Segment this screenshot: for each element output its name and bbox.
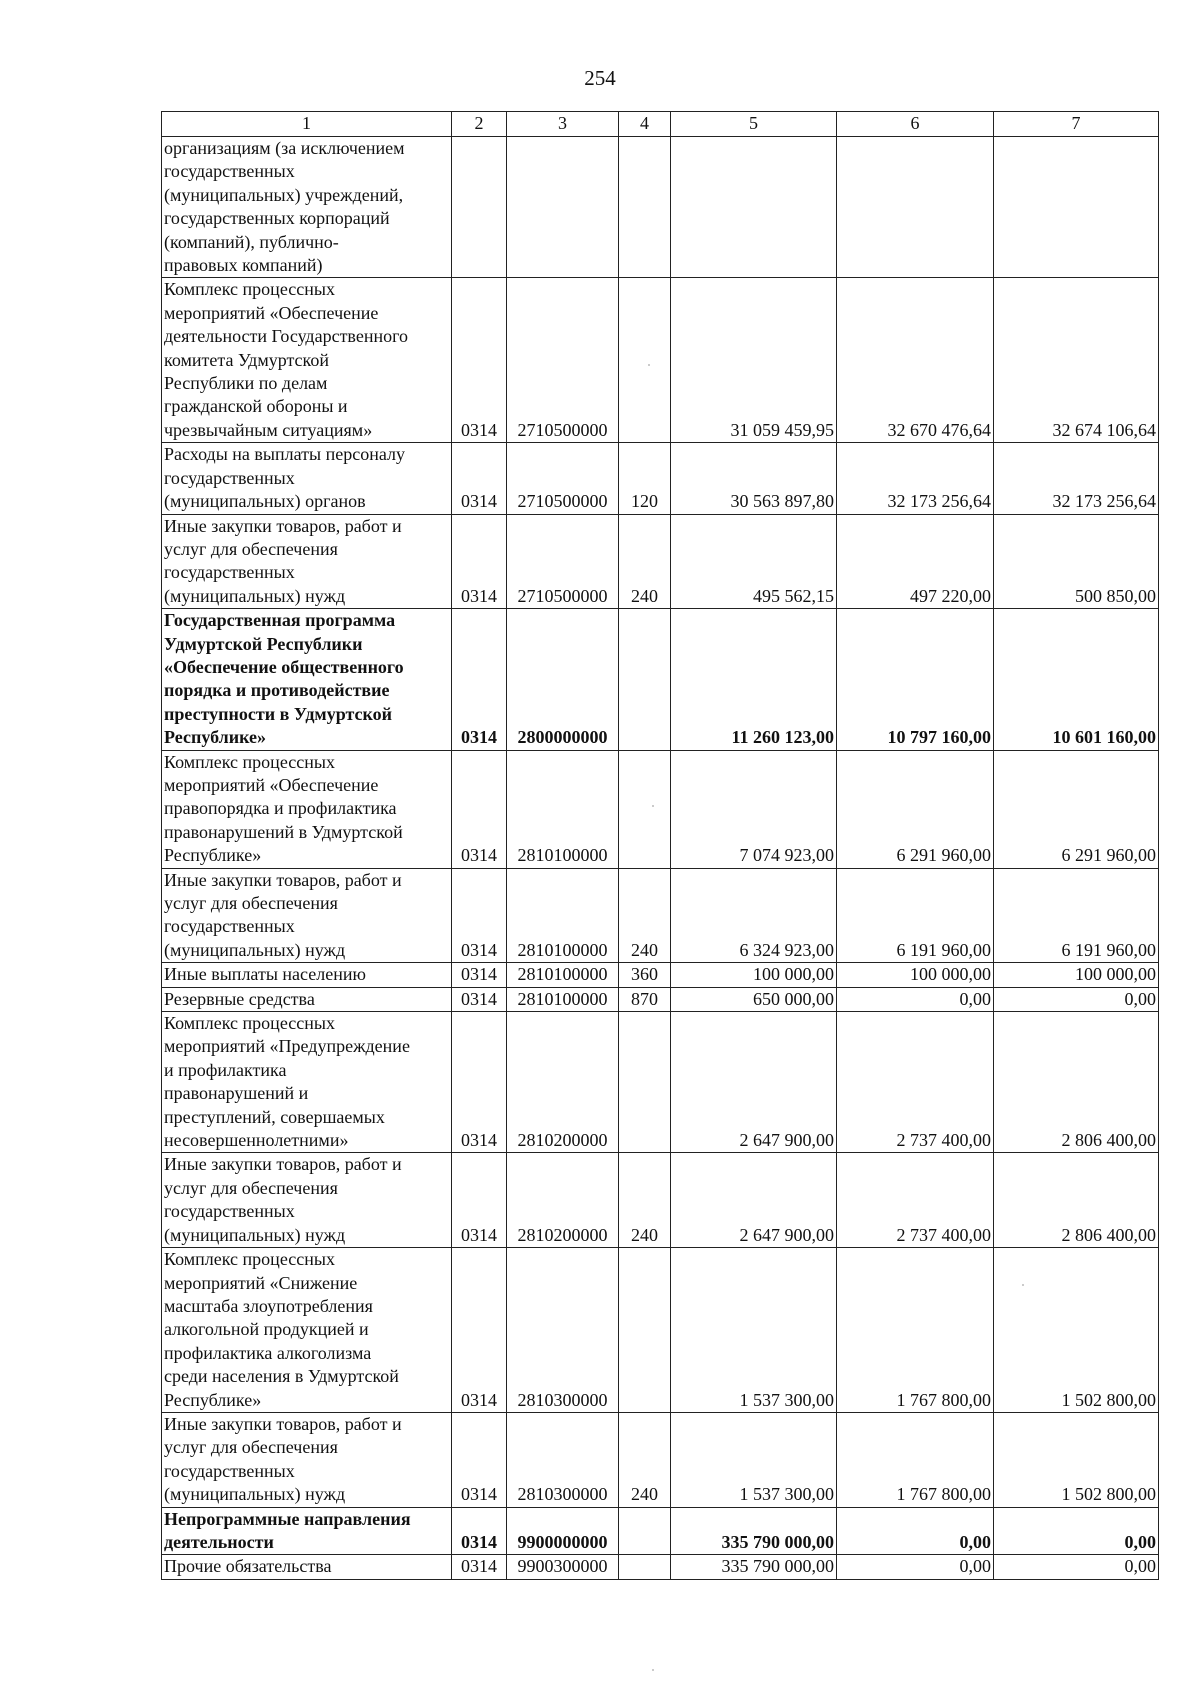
row-name-line: услуг для обеспечения	[164, 1177, 338, 1198]
row-name-line: государственных	[164, 1460, 295, 1481]
row-name-line: несовершеннолетними»	[164, 1130, 349, 1151]
row-name-line: правопорядка и профилактика	[164, 798, 397, 819]
amount-cell: 100 000,00	[837, 963, 994, 987]
row-name-line: услуг для обеспечения	[164, 538, 338, 559]
amount-cell: 32 173 256,64	[837, 443, 994, 514]
amount-cell: 6 291 960,00	[837, 750, 994, 868]
section-code-cell	[452, 137, 507, 278]
table-row	[162, 514, 1159, 609]
table-row	[162, 609, 1159, 750]
budget-table	[161, 111, 1159, 1580]
amount-cell: 11 260 123,00	[671, 609, 837, 750]
table-header-row	[162, 112, 1159, 137]
amount-cell: 10 797 160,00	[837, 609, 994, 750]
amount-cell: 0,00	[837, 1555, 994, 1579]
row-name-line: государственных	[164, 467, 295, 488]
target-article-cell: 2810100000	[507, 750, 619, 868]
section-code-cell: 0314	[452, 609, 507, 750]
row-name-cell	[162, 868, 452, 963]
table-row	[162, 1412, 1159, 1507]
expense-type-cell	[619, 1248, 671, 1413]
row-name-cell	[162, 1412, 452, 1507]
amount-cell: 6 324 923,00	[671, 868, 837, 963]
expense-type-cell	[619, 137, 671, 278]
row-name-line: Удмуртской Республики	[164, 633, 363, 654]
row-name-line: (муниципальных) органов	[164, 491, 366, 512]
amount-cell: 2 737 400,00	[837, 1012, 994, 1153]
row-name-line: среди населения в Удмуртской	[164, 1366, 399, 1387]
section-code-cell: 0314	[452, 1555, 507, 1579]
row-name-line: (муниципальных) нужд	[164, 1484, 346, 1505]
table-row	[162, 1248, 1159, 1413]
column-header: 6	[837, 112, 994, 137]
row-name-line: мероприятий «Предупреждение	[164, 1036, 410, 1057]
section-code-cell: 0314	[452, 514, 507, 609]
row-name-line: Комплекс процессных	[164, 279, 335, 300]
target-article-cell: 2810300000	[507, 1412, 619, 1507]
page-number: 254	[584, 66, 616, 90]
row-name-line: «Обеспечение общественного	[164, 656, 404, 677]
scan-speck	[1022, 1284, 1024, 1286]
row-name-line: Расходы на выплаты персоналу	[164, 444, 405, 465]
section-code-cell: 0314	[452, 963, 507, 987]
scan-speck	[652, 1669, 654, 1671]
target-article-cell: 2800000000	[507, 609, 619, 750]
expense-type-cell	[619, 750, 671, 868]
row-name-line: комитета Удмуртской	[164, 349, 330, 370]
table-row	[162, 963, 1159, 987]
target-article-cell: 2810200000	[507, 1012, 619, 1153]
expense-type-cell: 240	[619, 868, 671, 963]
amount-cell: 335 790 000,00	[671, 1555, 837, 1579]
amount-cell: 335 790 000,00	[671, 1507, 837, 1555]
row-name-line: Республике»	[164, 845, 262, 866]
expense-type-cell: 120	[619, 443, 671, 514]
amount-cell	[671, 137, 837, 278]
row-name-line: (муниципальных) нужд	[164, 1224, 346, 1245]
amount-cell: 497 220,00	[837, 514, 994, 609]
amount-cell: 2 806 400,00	[994, 1153, 1159, 1248]
row-name-line: Иные закупки товаров, работ и	[164, 1154, 402, 1175]
scan-speck	[648, 364, 650, 366]
expense-type-cell: 360	[619, 963, 671, 987]
expense-type-cell: 240	[619, 1153, 671, 1248]
amount-cell: 0,00	[994, 1555, 1159, 1579]
amount-cell: 500 850,00	[994, 514, 1159, 609]
amount-cell: 2 647 900,00	[671, 1012, 837, 1153]
amount-cell: 1 767 800,00	[837, 1412, 994, 1507]
section-code-cell: 0314	[452, 278, 507, 443]
amount-cell: 0,00	[994, 987, 1159, 1011]
expense-type-cell: 870	[619, 987, 671, 1011]
row-name-line: (муниципальных) нужд	[164, 939, 346, 960]
table-row	[162, 1012, 1159, 1153]
row-name-line: услуг для обеспечения	[164, 893, 338, 913]
row-name-line: Государственная программа	[164, 610, 396, 631]
amount-cell: 32 674 106,64	[994, 278, 1159, 443]
section-code-cell: 0314	[452, 1012, 507, 1153]
table-row	[162, 137, 1159, 278]
row-name-line: преступлений, совершаемых	[164, 1106, 385, 1127]
row-name-line: деятельности	[164, 1531, 274, 1552]
amount-cell: 650 000,00	[671, 987, 837, 1011]
table-row	[162, 1153, 1159, 1248]
row-name-cell	[162, 514, 452, 609]
amount-cell: 1 502 800,00	[994, 1412, 1159, 1507]
target-article-cell: 2810300000	[507, 1248, 619, 1413]
row-name-line: государственных корпораций	[164, 208, 390, 229]
expense-type-cell	[619, 1012, 671, 1153]
row-name-line: и профилактика	[164, 1059, 287, 1080]
amount-cell	[837, 137, 994, 278]
row-name-line: профилактика алкоголизма	[164, 1342, 372, 1363]
row-name-line: правонарушений в Удмуртской	[164, 821, 403, 842]
table-row	[162, 278, 1159, 443]
row-name-line: правовых компаний)	[164, 255, 323, 276]
row-name-line: Иные выплаты населению	[164, 964, 366, 985]
column-header: 1	[162, 112, 452, 137]
amount-cell: 32 173 256,64	[994, 443, 1159, 514]
expense-type-cell	[619, 1507, 671, 1555]
table-row	[162, 987, 1159, 1011]
amount-cell: 100 000,00	[671, 963, 837, 987]
row-name-line: Непрограммные направления	[164, 1508, 411, 1529]
amount-cell: 1 537 300,00	[671, 1248, 837, 1413]
row-name-line: Комплекс процессных	[164, 1013, 335, 1034]
row-name-line: масштаба злоупотребления	[164, 1295, 373, 1316]
amount-cell: 1 767 800,00	[837, 1248, 994, 1413]
row-name-cell	[162, 137, 452, 278]
target-article-cell: 2710500000	[507, 278, 619, 443]
target-article-cell: 9900000000	[507, 1507, 619, 1555]
row-name-cell	[162, 1248, 452, 1413]
column-header: 3	[507, 112, 619, 137]
amount-cell: 100 000,00	[994, 963, 1159, 987]
expense-type-cell: 240	[619, 514, 671, 609]
target-article-cell: 2810100000	[507, 868, 619, 963]
table-row	[162, 750, 1159, 868]
row-name-cell	[162, 750, 452, 868]
target-article-cell: 2810200000	[507, 1153, 619, 1248]
amount-cell	[994, 137, 1159, 278]
row-name-line: мероприятий «Снижение	[164, 1272, 358, 1293]
table-row	[162, 1507, 1159, 1555]
amount-cell: 6 291 960,00	[994, 750, 1159, 868]
row-name-line: мероприятий «Обеспечение	[164, 302, 379, 323]
row-name-line: Прочие обязательства	[164, 1556, 332, 1577]
row-name-line: (компаний), публично-	[164, 231, 339, 252]
expense-type-cell: 240	[619, 1412, 671, 1507]
row-name-cell	[162, 1507, 452, 1555]
row-name-line: государственных	[164, 916, 295, 937]
row-name-line: Резервные средства	[164, 988, 315, 1009]
target-article-cell: 2710500000	[507, 443, 619, 514]
amount-cell: 1 537 300,00	[671, 1412, 837, 1507]
scan-speck	[652, 805, 654, 807]
row-name-line: Иные закупки товаров, работ и	[164, 1413, 402, 1434]
amount-cell: 6 191 960,00	[837, 868, 994, 963]
row-name-line: услуг для обеспечения	[164, 1437, 338, 1458]
row-name-cell	[162, 609, 452, 750]
row-name-cell	[162, 1153, 452, 1248]
amount-cell: 2 647 900,00	[671, 1153, 837, 1248]
row-name-cell	[162, 1555, 452, 1579]
table-row	[162, 443, 1159, 514]
row-name-line: Комплекс процессных	[164, 751, 335, 772]
section-code-cell: 0314	[452, 750, 507, 868]
amount-cell: 2 806 400,00	[994, 1012, 1159, 1153]
section-code-cell: 0314	[452, 443, 507, 514]
table-row	[162, 1555, 1159, 1579]
row-name-line: Республике»	[164, 1389, 262, 1410]
column-header: 5	[671, 112, 837, 137]
section-code-cell: 0314	[452, 1248, 507, 1413]
amount-cell: 0,00	[837, 1507, 994, 1555]
row-name-line: деятельности Государственного	[164, 326, 409, 347]
amount-cell: 10 601 160,00	[994, 609, 1159, 750]
expense-type-cell	[619, 278, 671, 443]
row-name-cell	[162, 443, 452, 514]
amount-cell: 32 670 476,64	[837, 278, 994, 443]
amount-cell: 0,00	[994, 1507, 1159, 1555]
row-name-line: Иные закупки товаров, работ и	[164, 869, 402, 890]
row-name-line: Республике»	[164, 727, 267, 748]
row-name-cell	[162, 987, 452, 1011]
target-article-cell: 2810100000	[507, 963, 619, 987]
section-code-cell: 0314	[452, 987, 507, 1011]
row-name-line: чрезвычайным ситуациям»	[164, 419, 373, 440]
row-name-line: (муниципальных) нужд	[164, 585, 346, 606]
row-name-line: организациям (за исключением	[164, 138, 405, 158]
target-article-cell: 9900300000	[507, 1555, 619, 1579]
section-code-cell: 0314	[452, 1153, 507, 1248]
section-code-cell: 0314	[452, 1412, 507, 1507]
section-code-cell: 0314	[452, 868, 507, 963]
target-article-cell: 2710500000	[507, 514, 619, 609]
row-name-line: государственных	[164, 1201, 295, 1222]
amount-cell: 2 737 400,00	[837, 1153, 994, 1248]
amount-cell: 30 563 897,80	[671, 443, 837, 514]
row-name-line: государственных	[164, 161, 295, 182]
row-name-line: Иные закупки товаров, работ и	[164, 515, 402, 536]
column-header: 7	[994, 112, 1159, 137]
amount-cell: 495 562,15	[671, 514, 837, 609]
column-header: 2	[452, 112, 507, 137]
row-name-cell	[162, 963, 452, 987]
row-name-line: Республики по делам	[164, 373, 328, 394]
target-article-cell: 2810100000	[507, 987, 619, 1011]
table-row	[162, 868, 1159, 963]
row-name-line: мероприятий «Обеспечение	[164, 774, 379, 795]
row-name-line: гражданской обороны и	[164, 396, 348, 417]
section-code-cell: 0314	[452, 1507, 507, 1555]
row-name-line: Комплекс процессных	[164, 1249, 335, 1270]
row-name-line: государственных	[164, 562, 295, 583]
target-article-cell	[507, 137, 619, 278]
amount-cell: 1 502 800,00	[994, 1248, 1159, 1413]
row-name-cell	[162, 1012, 452, 1153]
row-name-line: порядка и противодействие	[164, 680, 390, 701]
row-name-cell	[162, 278, 452, 443]
row-name-line: правонарушений и	[164, 1083, 309, 1104]
column-header: 4	[619, 112, 671, 137]
row-name-line: преступности в Удмуртской	[164, 703, 393, 724]
amount-cell: 6 191 960,00	[994, 868, 1159, 963]
amount-cell: 0,00	[837, 987, 994, 1011]
amount-cell: 31 059 459,95	[671, 278, 837, 443]
row-name-line: алкогольной продукцией и	[164, 1319, 369, 1340]
expense-type-cell	[619, 609, 671, 750]
row-name-line: (муниципальных) учреждений,	[164, 184, 404, 205]
expense-type-cell	[619, 1555, 671, 1579]
amount-cell: 7 074 923,00	[671, 750, 837, 868]
